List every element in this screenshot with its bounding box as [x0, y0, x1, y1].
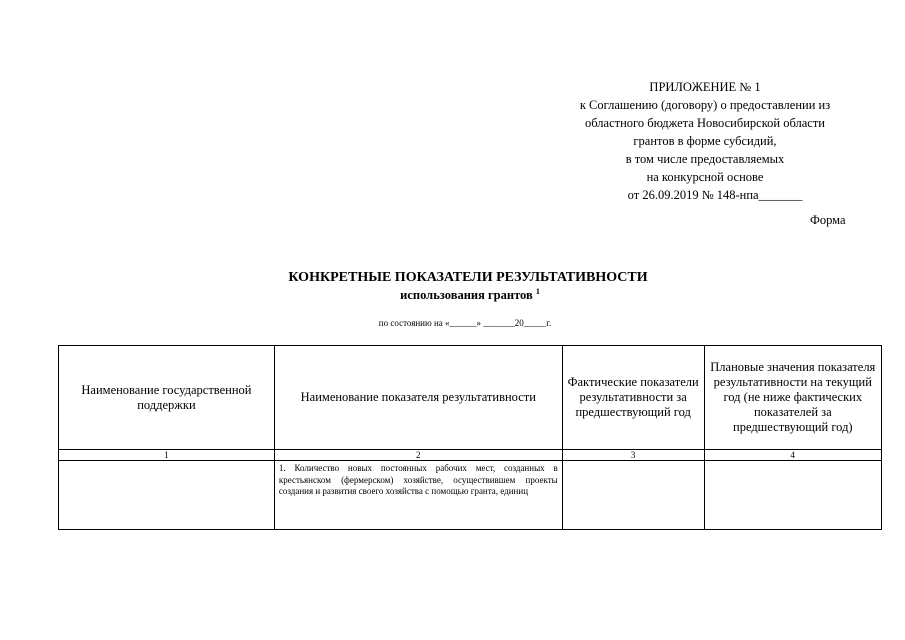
- column-number: 3: [562, 450, 704, 461]
- indicators-table: [58, 345, 882, 530]
- header-actual-values: Фактические показатели результативности за предшествующий год: [562, 346, 704, 450]
- as-of-date-line: по состоянию на «______» _______20_____г.: [378, 318, 552, 328]
- header-planned-values: Плановые значения показателя результативности на текущий год (не ниже фактических показателей за предшествующий год): [704, 346, 881, 450]
- cell-actual-value: [562, 461, 704, 530]
- appendix-line: на конкурсной основе: [646, 170, 764, 184]
- cell-support-name: [59, 461, 275, 530]
- table-row: [59, 461, 882, 530]
- document-subtitle: [360, 287, 580, 303]
- column-number: 1: [59, 450, 275, 461]
- appendix-heading: ПРИЛОЖЕНИЕ № 1: [649, 80, 761, 94]
- appendix-line: к Соглашению (договору) о предоставлении из: [579, 98, 831, 112]
- column-number-row: [59, 450, 882, 461]
- appendix-line: в том числе предоставляемых: [625, 152, 785, 166]
- subtitle-text: использования грантов: [400, 288, 533, 302]
- appendix-line: областного бюджета Новосибирской области: [585, 116, 825, 130]
- header-support-name: Наименование государственной поддержки: [59, 346, 275, 450]
- appendix-block: [540, 78, 870, 204]
- cell-planned-value: [704, 461, 881, 530]
- footnote-marker: 1: [535, 287, 540, 296]
- indicator-text: 1. Количество новых постоянных рабочих мест, созданных в крестьянском (фермерском) хозяйстве, осуществившем проекты создания и развития своего хозяйства с помощью гранта, единиц: [278, 463, 558, 496]
- column-number: 2: [274, 450, 562, 461]
- appendix-line: грантов в форме субсидий,: [633, 134, 777, 148]
- cell-indicator: [274, 461, 562, 530]
- document-title: КОНКРЕТНЫЕ ПОКАЗАТЕЛИ РЕЗУЛЬТАТИВНОСТИ: [288, 270, 648, 285]
- header-row: [59, 346, 882, 450]
- column-number: 4: [704, 450, 881, 461]
- form-label: Форма: [810, 213, 846, 227]
- appendix-date-line: от 26.09.2019 № 148-нпа_______: [627, 188, 803, 202]
- header-indicator-name: Наименование показателя результативности: [274, 346, 562, 450]
